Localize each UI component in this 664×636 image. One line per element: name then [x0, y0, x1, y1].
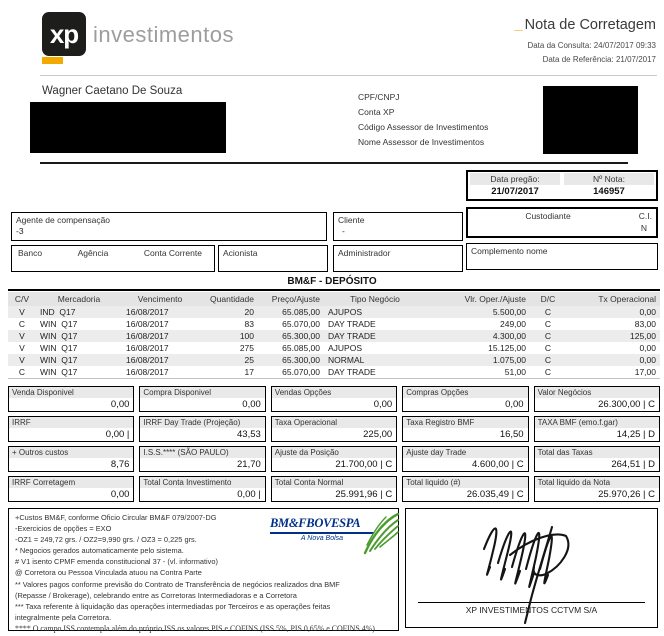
summary-box	[534, 416, 660, 442]
cell: 15.125,00	[488, 343, 526, 353]
cell: 0,00	[639, 355, 656, 365]
cell: 51,00	[504, 367, 526, 377]
footnote: integralmente pela Corretora.	[15, 612, 112, 622]
summary-label: I.S.S.**** (SÃO PAULO)	[140, 447, 264, 458]
cell: V	[19, 307, 25, 317]
client-field-labels	[358, 90, 488, 150]
table-row	[8, 354, 660, 366]
summary-value: 4.600,00 | C	[472, 459, 524, 470]
client-name: Wagner Caetano De Souza	[42, 85, 183, 97]
summary-label: + Outros custos	[9, 447, 133, 458]
summary-label: Venda Disponivel	[9, 387, 133, 398]
table-row	[8, 318, 660, 330]
agente-value: -3	[16, 226, 24, 236]
summary-box	[139, 416, 265, 442]
cell: 16/08/2017	[126, 367, 169, 377]
palm-leaf-icon	[362, 511, 400, 555]
summary-value: 21.700,00 | C	[335, 459, 393, 470]
summary-value: 225,00	[363, 429, 393, 440]
cell: 65.070,00	[282, 319, 320, 329]
cell: 65.300,00	[282, 355, 320, 365]
section-divider	[40, 162, 628, 164]
cell: WIN Q17	[40, 355, 78, 365]
footnote: -Exercicios de opções = EXO	[15, 524, 112, 534]
table-header-row	[8, 292, 660, 306]
header-divider	[40, 75, 657, 76]
summary-box	[271, 446, 397, 472]
summary-value: 26.035,49 | C	[466, 489, 524, 500]
cell: 5.500,00	[492, 307, 526, 317]
summary-label: Total Conta Normal	[272, 477, 396, 488]
table-row	[8, 366, 660, 379]
data-pregao-label: Data pregão:	[470, 173, 560, 185]
summary-box	[271, 476, 397, 502]
numero-nota-label: Nº Nota:	[564, 173, 654, 185]
footnote: *** Taxa referente à liquidação das operações intermediadas por Terceiros e as operações feitas	[15, 601, 331, 611]
cell: 16/08/2017	[126, 331, 169, 341]
summary-value: 0,00	[110, 489, 130, 500]
complemento-label: Complemento nome	[471, 246, 548, 256]
footnote: ** Valores pagos conforme previsão do Contrato de Transferência de negócios realizados dna BMF	[15, 579, 340, 589]
cell: 65.085,00	[282, 307, 320, 317]
col-mercadoria: Mercadoria	[36, 292, 122, 306]
title-text: Nota de Corretagem	[524, 17, 656, 33]
summary-value: 21,70	[237, 459, 261, 470]
summary-grid	[8, 386, 660, 502]
col-tipo-negocio: Tipo Negócio	[324, 292, 426, 306]
summary-label: Taxa Registro BMF	[403, 417, 527, 428]
footnote: **** O campo ISS contempla além do próprio ISS os valores PIS e COFINS (ISS 5%, PIS 0,65% e COFINS 4%)	[15, 623, 375, 633]
summary-label: IRRF Corretagem	[9, 477, 133, 488]
col-vlr-oper: Vlr. Oper./Ajuste	[426, 292, 530, 306]
cell: 16/08/2017	[126, 319, 169, 329]
label-cpf-cnpj: CPF/CNPJ	[358, 92, 400, 102]
cell: NORMAL	[328, 355, 365, 365]
agente-label: Agente de compensação	[16, 215, 111, 225]
cell: 4.300,00	[492, 331, 526, 341]
summary-value: 0,00	[505, 399, 524, 410]
footnote: -OZ1 = 249,72 grs. / OZ2=9,990 grs. / OZ3 = 0,225 grs.	[15, 535, 197, 545]
summary-label: Total liquido da Nota	[535, 477, 659, 488]
footnotes-box	[8, 508, 399, 631]
label-conta-xp: Conta XP	[358, 107, 395, 117]
redacted-box-right	[543, 86, 638, 154]
summary-label: Total das Taxas	[535, 447, 659, 458]
summary-value: 0,00	[110, 399, 130, 410]
table-row	[8, 306, 660, 318]
bmf-section-title: BM&F - DEPÓSITO	[287, 276, 377, 287]
summary-box	[139, 446, 265, 472]
summary-value: 16,50	[499, 429, 524, 440]
signature-box	[405, 508, 658, 628]
footnote: # V1 isento CPMF emenda constitucional 37 - (vl. informativo)	[15, 557, 218, 567]
cell: 0,00	[639, 343, 656, 353]
cell: 83,00	[634, 319, 656, 329]
data-consulta: Data da Consulta: 24/07/2017 09:33	[527, 41, 656, 50]
summary-label: TAXA BMF (emo.f.gar)	[535, 417, 659, 428]
cell: 65.300,00	[282, 331, 320, 341]
yellow-dash-decoration	[42, 57, 63, 64]
cell: DAY TRADE	[328, 319, 376, 329]
cell: 0,00	[639, 307, 656, 317]
summary-box	[534, 446, 660, 472]
cell: V	[19, 343, 25, 353]
bmf-bovespa-tagline: A Nova Bolsa	[300, 534, 344, 542]
cell: 249,00	[500, 319, 526, 329]
cell: WIN Q17	[40, 343, 78, 353]
ci-value: N	[640, 223, 647, 233]
summary-label: Total Conta Investimento	[140, 477, 264, 488]
summary-value: 25.970,26 | C	[598, 489, 655, 500]
summary-value: 0,00	[242, 399, 261, 410]
summary-label: Vendas Opções	[272, 387, 396, 398]
cell: C	[544, 319, 552, 329]
bmf-bovespa-logo	[270, 516, 388, 542]
cell: 275	[239, 343, 254, 353]
redacted-box-left	[30, 102, 226, 153]
title-underscore: _	[514, 17, 523, 33]
numero-nota-value: 146957	[593, 186, 625, 197]
table-row	[8, 342, 660, 354]
summary-label: Ajuste day Trade	[403, 447, 527, 458]
summary-label: Ajuste da Posição	[272, 447, 396, 458]
summary-box	[271, 416, 397, 442]
cliente-label: Cliente	[338, 215, 365, 225]
summary-label: IRRF Day Trade (Projeção)	[140, 417, 264, 428]
cell: 125,00	[630, 331, 656, 341]
cell: 16/08/2017	[126, 355, 169, 365]
summary-label: Taxa Operacional	[272, 417, 396, 428]
summary-value: 0,00 |	[105, 429, 130, 440]
summary-value: 0,00 |	[237, 489, 261, 500]
cell: 16/08/2017	[126, 307, 169, 317]
summary-box	[139, 386, 265, 412]
cell: DAY TRADE	[328, 331, 376, 341]
bmf-title-rule	[8, 289, 660, 291]
ci-label: C.I.	[638, 211, 652, 221]
footnote: +Custos BM&F, conforme Oficio Circular BM&F 079/2007-DG	[15, 513, 217, 522]
label-codigo-assessor: Código Assessor de Investimentos	[358, 122, 489, 132]
cell: V	[19, 331, 25, 341]
cell: 65.070,00	[282, 367, 320, 377]
cell: 1.075,00	[492, 355, 526, 365]
summary-label: Valor Negócios	[535, 387, 659, 398]
xp-logo-text: xp	[49, 19, 79, 49]
cell: C	[544, 367, 552, 377]
cell: 25	[244, 355, 254, 365]
summary-box	[8, 446, 134, 472]
label-nome-assessor: Nome Assessor de Investimentos	[358, 137, 485, 147]
administrador-box	[333, 245, 463, 272]
cell: IND Q17	[40, 307, 76, 317]
summary-value: 25.991,96 | C	[335, 489, 393, 500]
bmf-operations-table	[8, 292, 660, 379]
col-tx-operacional: Tx Operacional	[566, 292, 660, 306]
bovespa-underline	[270, 532, 374, 534]
acionista-label: Acionista	[223, 248, 258, 258]
summary-label: Total liquido (#)	[403, 477, 527, 488]
cell: WIN Q17	[40, 319, 78, 329]
table-row	[8, 330, 660, 342]
cell: 17,00	[634, 367, 656, 377]
cell: C	[18, 367, 26, 377]
cell: 17	[244, 367, 254, 377]
signature-company: XP INVESTIMENTOS CCTVM S/A	[465, 605, 598, 615]
summary-box	[271, 386, 397, 412]
cell: C	[544, 343, 552, 353]
cell: 100	[239, 331, 254, 341]
summary-box	[8, 416, 134, 442]
summary-label: IRRF	[9, 417, 133, 428]
brand-name: investimentos	[93, 22, 235, 47]
summary-label: Compra Disponivel	[140, 387, 264, 398]
summary-box	[139, 476, 265, 502]
cell: AJUPOS	[328, 343, 363, 353]
summary-label: Compras Opções	[403, 387, 527, 398]
banco-agencia-conta-box	[11, 245, 215, 272]
note-info-box	[466, 170, 658, 201]
cell: C	[544, 307, 552, 317]
col-cv: C/V	[8, 292, 36, 306]
cell: C	[544, 331, 552, 341]
cell: 16/08/2017	[126, 343, 169, 353]
summary-box	[534, 476, 660, 502]
cliente-value: -	[342, 226, 345, 236]
cell: WIN Q17	[40, 331, 78, 341]
summary-box	[402, 386, 528, 412]
footnote: * Negocios gerados automaticamente pelo sistema.	[15, 546, 184, 556]
cell: AJUPOS	[328, 307, 363, 317]
col-dc: D/C	[530, 292, 566, 306]
summary-value: 43,53	[237, 429, 261, 440]
summary-box	[8, 386, 134, 412]
summary-value: 26.300,00 | C	[598, 399, 655, 410]
footnote: @ Corretora ou Pessoa Vinculada atuou na Contra Parte	[15, 568, 202, 578]
conta-corrente-label: Conta Corrente	[143, 248, 202, 258]
custodiante-box	[466, 207, 658, 238]
agencia-label: Agência	[77, 248, 109, 258]
col-vencimento: Vencimento	[122, 292, 198, 306]
cell: 83	[244, 319, 254, 329]
custodiante-label: Custodiante	[525, 211, 571, 221]
summary-box	[402, 446, 528, 472]
summary-value: 8,76	[110, 459, 130, 470]
cell: C	[544, 355, 552, 365]
administrador-label: Administrador	[338, 248, 391, 258]
cell: DAY TRADE	[328, 367, 376, 377]
col-quantidade: Quantidade	[198, 292, 258, 306]
summary-box	[8, 476, 134, 502]
col-preco-ajuste: Preço/Ajuste	[258, 292, 324, 306]
acionista-box	[218, 245, 328, 272]
cell: WIN Q17	[40, 367, 78, 377]
cell: C	[18, 319, 26, 329]
xp-logo	[42, 12, 86, 56]
summary-box	[534, 386, 660, 412]
complemento-nome-box	[466, 243, 658, 270]
footnote: (Repasse / Brokerage), celebrando entre as Corretoras Intermediadoras e a Corretora	[15, 590, 297, 600]
data-pregao-value: 21/07/2017	[491, 186, 539, 197]
summary-box	[402, 416, 528, 442]
cell: 20	[244, 307, 254, 317]
summary-box	[402, 476, 528, 502]
agente-compensacao-box	[11, 212, 327, 241]
banco-label: Banco	[18, 248, 43, 258]
cliente-box	[333, 212, 463, 241]
data-referencia: Data de Referência: 21/07/2017	[542, 55, 656, 64]
summary-value: 0,00	[373, 399, 393, 410]
cell: V	[19, 355, 25, 365]
bmf-bovespa-wordmark: BM&FBOVESPA	[270, 516, 361, 530]
summary-value: 14,25 | D	[616, 429, 655, 440]
page-title	[515, 17, 656, 33]
summary-value: 264,51 | D	[611, 459, 655, 470]
cell: 65.085,00	[282, 343, 320, 353]
